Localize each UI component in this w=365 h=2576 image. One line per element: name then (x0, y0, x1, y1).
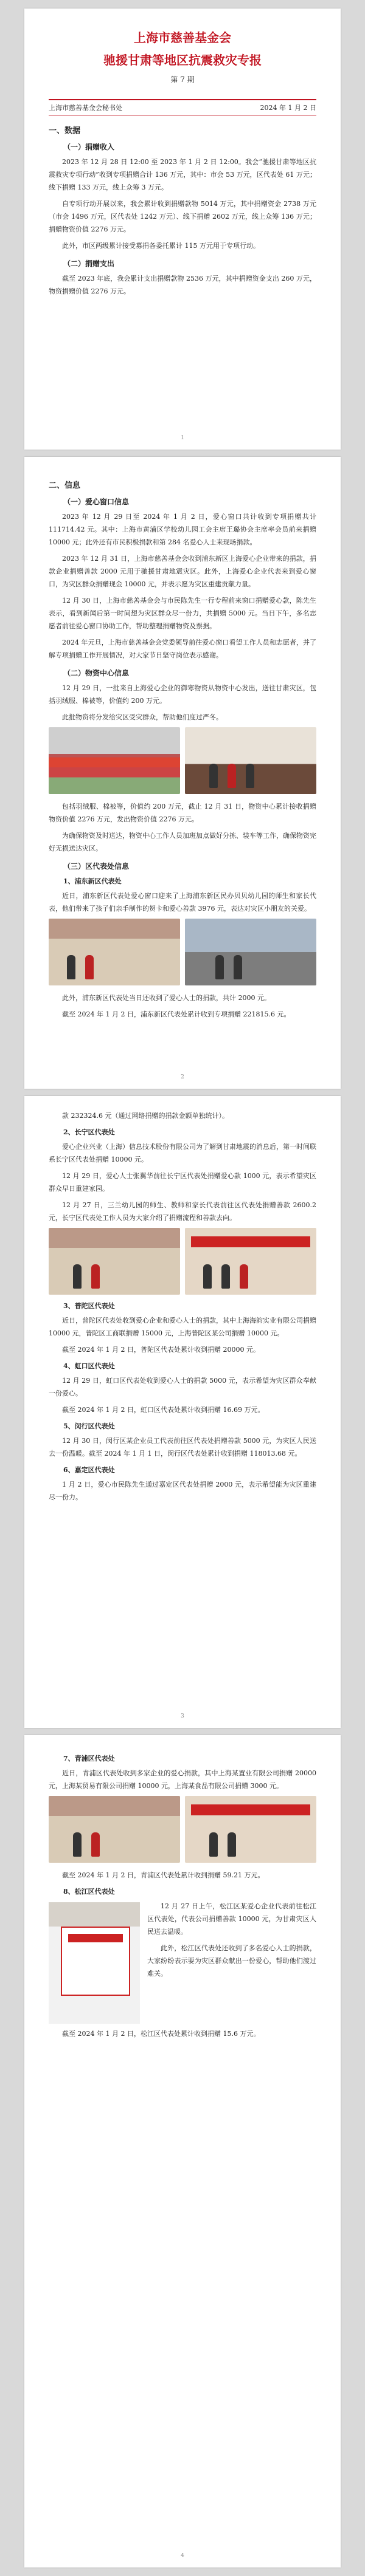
person-figure (228, 764, 236, 788)
subheading-window: （一）爱心窗口信息 (63, 498, 130, 506)
section-heading-info: 二、信息 (49, 481, 81, 490)
district-heading-minhang: 5、闵行区代表处 (63, 1422, 115, 1430)
paragraph: 截至 2024 年 1 月 2 日，虹口区代表处累计收到捐赠 16.69 万元。 (62, 1406, 265, 1414)
ceremony-photo (185, 1796, 316, 1863)
district-heading-pudong: 1、浦东新区代表处 (63, 877, 122, 885)
paragraph: 此批物资将分发给灾区受灾群众，帮助他们度过严冬。 (62, 713, 223, 721)
report-page-3 (24, 1096, 341, 1728)
district-heading-songjiang: 8、松江区代表处 (63, 1888, 115, 1896)
paragraph: 款 232324.6 元（通过网络捐赠的捐款金额单独统计）。 (62, 1112, 229, 1120)
paragraph: 截至 2024 年 1 月 2 日，松江区代表处累计收到捐赠 15.6 万元。 (62, 2030, 260, 2038)
supplies-photos (49, 727, 316, 794)
paragraph: 12 月 29 日，爱心人士张翼华前往长宁区代表处捐赠爱心款 1000 元，表示希望灾区群众早日重建家园。 (49, 1172, 316, 1193)
handover-photo (185, 727, 316, 794)
pudong-photos (49, 919, 316, 985)
paragraph: 近日，普陀区代表处收到爱心企业和爱心人士的捐款，其中上海海韵实业有限公司捐赠 10000 元，普陀区工商联捐赠 15000 元，上海普陀区某公司捐赠 10000 元。 (49, 1317, 316, 1337)
header-rule (49, 99, 316, 100)
paragraph: 12 月 27 日上午，松江区某爱心企业代表前往松江区代表处，代表公司捐赠善款 10000 元，为甘肃灾区人民送去温暖。 (147, 1902, 316, 1936)
paragraph: 近日，青浦区代表处收到多家企业的爱心捐款，其中上海某置业有限公司捐赠 20000 元，上海某贸易有限公司捐赠 10000 元，上海某食品有限公司捐赠 3000 元。 (49, 1769, 316, 1790)
page-number: 1 (181, 435, 184, 441)
paragraph: 爱心企业兴业（上海）信息技术股份有限公司为了解到甘肃地震的消息后，第一时间联系长宁区代表处捐赠 10000 元。 (49, 1143, 316, 1163)
banner (191, 1804, 310, 1815)
person-figure (228, 1832, 236, 1857)
subheading-donation-income: （一）捐赠收入 (63, 143, 115, 151)
person-figure (209, 1832, 218, 1857)
street-photo (185, 919, 316, 985)
paragraph: 2024 年元旦，上海市慈善基金会党委领导前往爱心窗口看望工作人员和志愿者，并了解专项捐赠工作开展情况，对大家节日坚守岗位表示感谢。 (49, 639, 316, 659)
donation-certificate-photo (49, 1902, 140, 2024)
subheading-supplies: （二）物资中心信息 (63, 669, 130, 677)
person-figure (234, 955, 242, 979)
paragraph: 12 月 29 日，一批来自上海爱心企业的御寒物资从物资中心发出，送往甘肃灾区，包括羽绒服、棉被等，价值约 200 万元。 (49, 684, 316, 705)
person-figure (67, 955, 75, 979)
subheading-district-offices: （三）区代表处信息 (63, 862, 130, 871)
report-title-topic: 驰援甘肃等地区抗震救灾专报 (103, 53, 262, 67)
person-figure (73, 1832, 82, 1857)
district-heading-jiading: 6、嘉定区代表处 (63, 1466, 115, 1474)
person-figure (221, 1264, 230, 1289)
person-figure (91, 1264, 100, 1289)
person-figure (73, 1264, 82, 1289)
report-page-1 (24, 9, 341, 450)
report-title-org: 上海市慈善基金会 (134, 30, 231, 45)
paragraph: 近日，浦东新区代表处爱心窗口迎来了上海浦东新区民办贝贝幼儿园的师生和家长代表，他们带来了孩子们亲手制作的贺卡和爱心善款 3976 元，表达对灾区小朋友的关爱。 (49, 892, 316, 913)
district-heading-hongkou: 4、虹口区代表处 (63, 1362, 115, 1370)
person-figure (85, 955, 94, 979)
paragraph: 截至 2024 年 1 月 2 日，青浦区代表处累计收到捐赠 59.21 万元。 (62, 1871, 265, 1879)
report-page-4 (24, 1735, 341, 2567)
banner-photo (185, 1228, 316, 1295)
district-heading-putuo: 3、普陀区代表处 (63, 1302, 115, 1310)
page-number: 2 (181, 1074, 184, 1080)
district-heading-changning: 2、长宁区代表处 (63, 1128, 115, 1136)
issue-number: 第 7 期 (170, 75, 195, 84)
header-meta (49, 103, 316, 112)
page-number: 4 (181, 2553, 184, 2559)
paragraph: 12 月 30 日，上海市慈善基金会与市民陈先生一行专程前来窗口捐赠爱心款，陈先生表示，看到新闻后第一时间想为灾区群众尽一份力，共捐赠 5000 元。当日下午，多名志愿者前往爱心窗口协助工作，帮助整理捐赠物资及票据。 (49, 597, 316, 630)
report-page-2 (24, 457, 341, 1089)
banner (191, 1236, 310, 1247)
person-figure (246, 764, 254, 788)
paragraph: 自专项行动开展以来，我会累计收到捐赠款物 5014 万元，其中捐赠资金 2738 万元（市会 1496 万元，区代表处 1242 万元）、线下捐赠 2602 万元，线上众筹 136 万元；捐赠物资价值 2276 万元。 (49, 200, 316, 233)
paragraph: 1 月 2 日，爱心市民陈先生通过嘉定区代表处捐赠 2000 元，表示希望能为灾区重建尽一份力。 (49, 1481, 316, 1501)
person-figure (240, 1264, 248, 1289)
subheading-donation-expense: （二）捐赠支出 (63, 259, 115, 268)
paragraph: 截至 2024 年 1 月 2 日，普陀区代表处累计收到捐赠 20000 元。 (62, 1346, 260, 1354)
person-figure (209, 764, 218, 788)
paragraph: 2023 年 12 月 29 日至 2024 年 1 月 2 日，爱心窗口共计收到专项捐赠共计 111714.42 元。其中：上海市黄浦区学校幼儿园工会主席王璐协会主席率会员前来捐赠 10000 元；此外还有市民积极捐款和第 284 名爱心人士来现场捐款。 (49, 513, 316, 546)
paragraph: 12 月 30 日，闵行区某企业员工代表前往区代表处捐赠善款 5000 元，为灾区人民送去一份温暖。截至 2024 年 1 月 1 日，闵行区代表处累计收到捐赠 118013.68 元。 (49, 1437, 316, 1458)
paragraph: 截至 2024 年 1 月 2 日，浦东新区代表处累计收到专项捐赠 221815.6 元。 (62, 1010, 291, 1018)
donation-photo (49, 1228, 180, 1295)
paragraph: 包括羽绒服、棉被等，价值约 200 万元，截止 12 月 31 日，物资中心累计接收捐赠物资价值 2276 万元，发出物资价值 2276 万元。 (49, 803, 316, 823)
qingpu-photos (49, 1796, 316, 1863)
paragraph: 12 月 27 日，三兰幼儿园的师生、教师和家长代表前往区代表处捐赠善款 2600.2 元，长宁区代表处工作人员为大家介绍了捐赠流程和善款去向。 (49, 1201, 316, 1222)
paragraph: 此外，松江区代表处还收到了多名爱心人士的捐款，大家纷纷表示要为灾区群众献出一份爱心，帮助他们渡过难关。 (147, 1944, 316, 1978)
district-heading-qingpu: 7、青浦区代表处 (63, 1755, 115, 1762)
paragraph: 为确保物资及时送达，物资中心工作人员加班加点做好分拣、装车等工作，确保物资完好无损送达灾区。 (49, 832, 316, 852)
handover-photo (49, 1796, 180, 1863)
paragraph: 此外，浦东新区代表处当日还收到了爱心人士的捐款，共计 2000 元。 (62, 994, 271, 1002)
person-figure (91, 1832, 100, 1857)
page-number: 3 (181, 1713, 184, 1719)
paragraph: 2023 年 12 月 31 日，上海市慈善基金会收到浦东新区上海爱心企业带来的捐款，捐款企业捐赠善款 2000 元用于驰援甘肃地震灾区。此外，上海爱心企业代表来到爱心窗口，为灾区群众捐赠现金 10000 元，并表示愿为灾区重建贡献力量。 (49, 555, 316, 588)
person-figure (215, 955, 224, 979)
publisher: 上海市慈善基金会秘书处 (49, 104, 122, 112)
certificate-board (61, 1927, 130, 1996)
paragraph: 12 月 29 日，虹口区代表处收到爱心人士的捐款 5000 元，表示希望为灾区群众奉献一份爱心。 (49, 1377, 316, 1397)
section-heading-data: 一、数据 (49, 126, 81, 135)
paragraph: 此外，市区两级累计接受募捐各委托累计 115 万元用于专项行动。 (62, 242, 260, 250)
changning-photos (49, 1228, 316, 1295)
classroom-photo (49, 919, 180, 985)
warehouse-photo (49, 727, 180, 794)
report-date: 2024 年 1 月 2 日 (260, 104, 316, 112)
paragraph: 截至 2023 年底，我会累计支出捐赠款物 2536 万元，其中捐赠资金支出 260 万元，物资捐赠价值 2276 万元。 (49, 275, 316, 295)
paragraph: 2023 年 12 月 28 日 12:00 至 2023 年 1 月 2 日 12:00。我会“驰援甘肃等地区抗震救灾专项行动”收到专项捐赠合计 136 万元，其中：市会 53 万元，区代表处 61 万元；线下捐赠 133 万元，线上众筹 3 万元。 (49, 158, 316, 191)
person-figure (203, 1264, 212, 1289)
